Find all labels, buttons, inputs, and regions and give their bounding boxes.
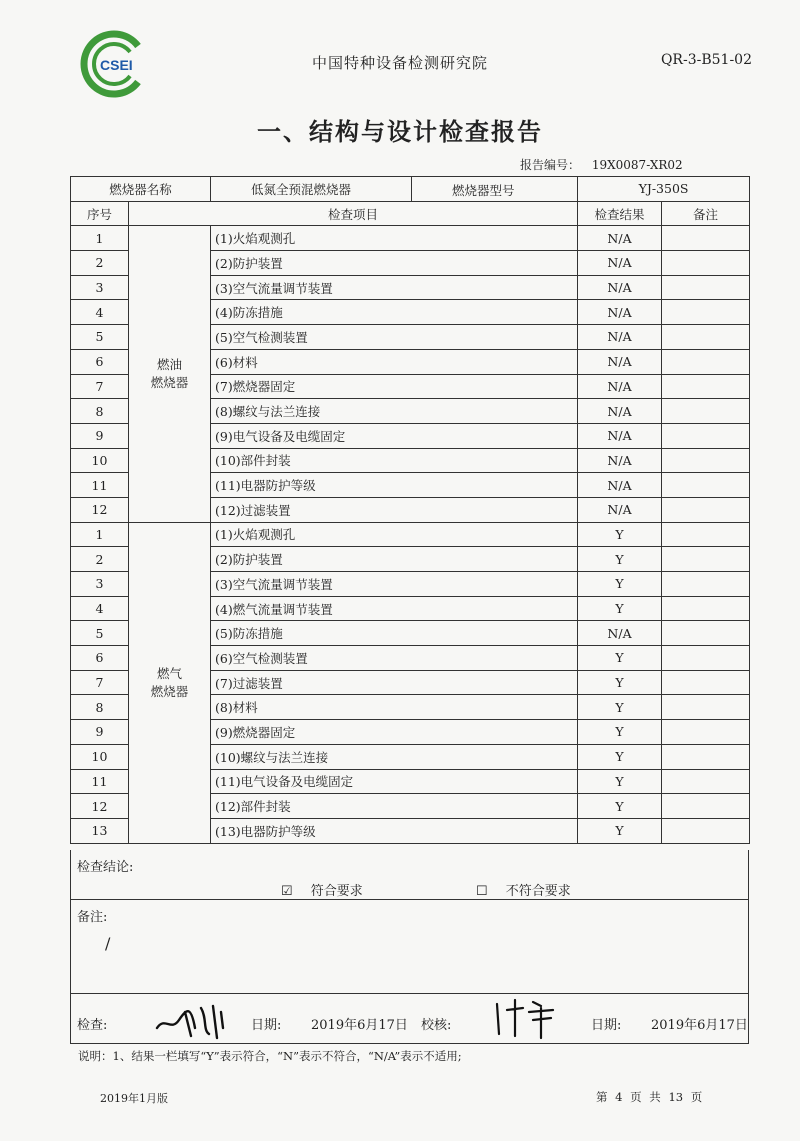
row-item: (12)过滤装置 [211,497,578,522]
row-item: (4)燃气流量调节装置 [211,596,578,621]
row-item: (2)防护装置 [211,251,578,276]
col-result: 检查结果 [578,201,662,226]
row-seq: 7 [71,374,129,399]
row-result: N/A [578,374,662,399]
row-remark [662,818,750,843]
row-remark [662,794,750,819]
row-item: (3)空气流量调节装置 [211,275,578,300]
row-result: N/A [578,226,662,251]
row-seq: 9 [71,423,129,448]
info-divider [411,176,412,201]
conclusion-section [70,850,749,900]
report-no-label: 报告编号： [520,158,581,172]
burner-model-value: YJ-350S [578,177,750,202]
row-seq: 2 [71,547,129,572]
row-item: (11)电气设备及电缆固定 [211,769,578,794]
col-seq: 序号 [71,201,129,226]
row-result: N/A [578,325,662,350]
row-item: (6)材料 [211,349,578,374]
row-seq: 7 [71,670,129,695]
row-seq: 4 [71,300,129,325]
review-label: 校核: [421,1018,452,1033]
unchecked-box-icon: ☐ [476,884,488,899]
gas-burner-group-line: 燃烧器 [150,683,189,699]
burner-name-label: 燃烧器名称 [71,177,211,202]
row-item: (10)部件封装 [211,448,578,473]
row-item: (11)电器防护等级 [211,473,578,498]
row-result: N/A [578,621,662,646]
checker-signature [151,998,231,1040]
row-result: Y [578,744,662,769]
row-seq: 5 [71,325,129,350]
row-seq: 10 [71,448,129,473]
row-result: N/A [578,497,662,522]
check-label: 检查: [77,1018,108,1033]
row-item: (2)防护装置 [211,547,578,572]
review-date: 2019年6月17日 [651,1018,748,1033]
check-date-label: 日期: [251,1018,282,1033]
row-item: (5)防冻措施 [211,621,578,646]
row-seq: 2 [71,251,129,276]
header-row [71,201,750,226]
row-seq: 6 [71,349,129,374]
row-item: (9)燃烧器固定 [211,720,578,745]
burner-name-value: 低氮全预混燃烧器 [211,177,578,202]
row-remark [662,448,750,473]
row-seq: 5 [71,621,129,646]
row-remark [662,275,750,300]
logo-text: CSEI [100,57,133,73]
table-row [71,522,750,547]
row-seq: 10 [71,744,129,769]
signoff-section [70,994,749,1044]
row-remark [662,325,750,350]
pass-label: 符合要求 [310,884,363,899]
row-remark [662,423,750,448]
row-remark [662,226,750,251]
footnote: 说明：1、结果一栏填写“Y”表示符合，“N”表示不符合，“N/A”表示不适用; [78,1049,462,1063]
page-number: 第 4 页 共 13 页 [596,1090,703,1104]
report-number [520,156,683,173]
row-remark [662,374,750,399]
row-result: Y [578,596,662,621]
row-item: (8)螺纹与法兰连接 [211,399,578,424]
row-item: (4)防冻措施 [211,300,578,325]
gas-burner-group [129,522,211,843]
option-fail[interactable] [476,880,571,899]
row-item: (8)材料 [211,695,578,720]
row-result: Y [578,769,662,794]
row-remark [662,670,750,695]
remarks-value: / [105,934,111,953]
row-remark [662,744,750,769]
checked-box-icon: ☑ [281,884,293,899]
gas-burner-group-line: 燃气 [157,665,183,681]
burner-model-label: 燃烧器型号 [452,183,515,198]
row-result: N/A [578,349,662,374]
row-seq: 11 [71,769,129,794]
review-date-label: 日期: [591,1018,622,1033]
row-item: (12)部件封装 [211,794,578,819]
doc-code: QR-3-B51-02 [660,52,752,68]
org-name: 中国特种设备检测研究院 [311,54,488,72]
oil-burner-group [129,226,211,522]
row-remark [662,572,750,597]
row-remark [662,547,750,572]
row-seq: 3 [71,572,129,597]
row-result: N/A [578,300,662,325]
col-remark: 备注 [662,201,750,226]
row-remark [662,522,750,547]
row-item: (7)燃烧器固定 [211,374,578,399]
option-pass[interactable] [281,880,363,899]
row-result: N/A [578,473,662,498]
report-no-value: 19X0087-XR02 [591,158,683,172]
row-result: Y [578,695,662,720]
row-seq: 12 [71,497,129,522]
row-remark [662,497,750,522]
row-remark [662,720,750,745]
row-remark [662,769,750,794]
row-item: (7)过滤装置 [211,670,578,695]
check-date: 2019年6月17日 [311,1018,408,1033]
row-seq: 8 [71,695,129,720]
row-result: Y [578,547,662,572]
page-title: 一、结构与设计检查报告 [257,117,543,146]
row-result: N/A [578,448,662,473]
row-remark [662,399,750,424]
row-result: N/A [578,251,662,276]
row-seq: 8 [71,399,129,424]
row-seq: 4 [71,596,129,621]
row-result: N/A [578,275,662,300]
row-seq: 3 [71,275,129,300]
row-remark [662,646,750,671]
row-remark [662,349,750,374]
conclusion-label: 检查结论: [77,860,134,875]
row-item: (9)电气设备及电缆固定 [211,423,578,448]
row-item: (1)火焰观测孔 [211,522,578,547]
row-item: (5)空气检测装置 [211,325,578,350]
row-seq: 1 [71,226,129,251]
row-seq: 9 [71,720,129,745]
row-item: (13)电器防护等级 [211,818,578,843]
row-seq: 11 [71,473,129,498]
remarks-section [70,900,749,994]
row-remark [662,300,750,325]
row-result: Y [578,720,662,745]
row-result: Y [578,522,662,547]
row-result: Y [578,818,662,843]
row-item: (6)空气检测装置 [211,646,578,671]
row-item: (10)螺纹与法兰连接 [211,744,578,769]
row-seq: 6 [71,646,129,671]
reviewer-signature [489,996,559,1040]
row-result: Y [578,646,662,671]
remarks-label: 备注: [77,910,108,925]
row-result: Y [578,572,662,597]
row-seq: 13 [71,818,129,843]
row-result: Y [578,794,662,819]
row-remark [662,251,750,276]
row-remark [662,596,750,621]
row-item: (1)火焰观测孔 [211,226,578,251]
form-version: 2019年1月版 [100,1092,168,1105]
oil-burner-group-line: 燃烧器 [150,375,189,390]
row-seq: 12 [71,794,129,819]
row-remark [662,695,750,720]
table-row [71,226,750,251]
row-seq: 1 [71,522,129,547]
row-result: N/A [578,423,662,448]
inspection-table [70,176,750,844]
row-result: N/A [578,399,662,424]
row-result: Y [578,670,662,695]
row-item: (3)空气流量调节装置 [211,572,578,597]
row-remark [662,621,750,646]
row-remark [662,473,750,498]
fail-label: 不符合要求 [505,884,571,899]
col-item: 检查项目 [129,201,578,226]
oil-burner-group-line: 燃油 [157,357,183,372]
